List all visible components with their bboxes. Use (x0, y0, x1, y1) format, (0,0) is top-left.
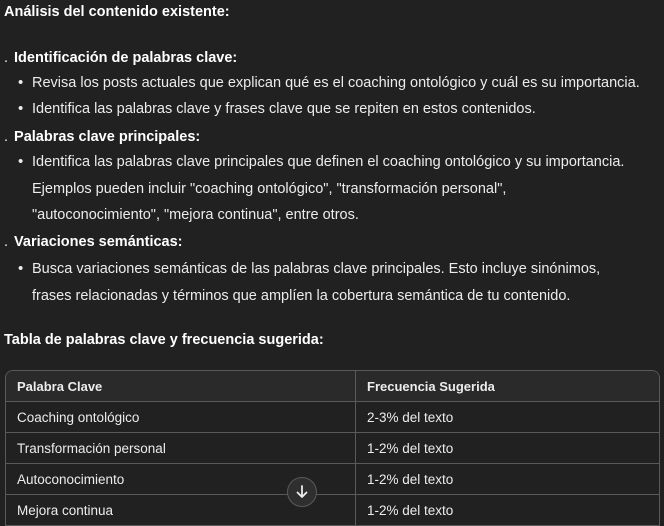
arrow-down-icon (294, 484, 310, 500)
scroll-to-bottom-button[interactable] (287, 477, 317, 507)
list-item-text: Revisa los posts actuales que explican qué es el coaching ontológico y cuál es su importancia. (32, 75, 640, 91)
list-number: . (4, 129, 9, 145)
table-row (6, 495, 659, 526)
table-row (6, 402, 659, 433)
table-cell-frequency: 1-2% del texto (367, 503, 454, 518)
keyword-frequency-table (5, 370, 660, 526)
table-cell-keyword: Coaching ontológico (6, 402, 356, 432)
column-header-keyword: Palabra Clave (6, 371, 356, 401)
subsection-title-text: Identificación de palabras clave: (14, 50, 238, 66)
list-item-text-line: Ejemplos pueden incluir "coaching ontológico", "transformación personal", (32, 180, 507, 197)
list-item-text-line: Identifica las palabras clave principales que definen el coaching ontológico y su importancia. (32, 154, 625, 170)
subsection-title-main-keywords (4, 127, 200, 147)
bullet-icon: • (18, 100, 24, 117)
subsection-title-text: Palabras clave principales: (14, 129, 201, 145)
table-heading: Tabla de palabras clave y frecuencia sugerida: (4, 332, 324, 348)
list-item (14, 96, 664, 123)
list-item-text-line: Busca variaciones semánticas de las palabras clave principales. Esto incluye sinónimos, (32, 261, 601, 277)
bullet-icon: • (18, 153, 24, 170)
section-heading: Análisis del contenido existente: (4, 4, 230, 20)
table-cell-keyword: Mejora continua (6, 495, 356, 525)
list-item-text-line: frases relacionadas y términos que amplíen la cobertura semántica de tu contenido. (32, 287, 571, 304)
table-cell-frequency: 1-2% del texto (367, 441, 454, 456)
table-row (6, 433, 659, 464)
list-item (14, 70, 664, 97)
list-item-text: Identifica las palabras clave y frases clave que se repiten en estos contenidos. (32, 101, 536, 117)
table-cell-keyword: Autoconocimiento (6, 464, 356, 494)
list-number: . (4, 234, 9, 250)
list-item (14, 149, 664, 229)
list-number: . (4, 50, 9, 66)
table-cell-frequency: 2-3% del texto (367, 410, 454, 425)
list-item-text-line: "autoconocimiento", "mejora continua", entre otros. (32, 207, 359, 223)
bullet-icon: • (18, 260, 24, 277)
subsection-title-semantic-variations (4, 232, 183, 252)
subsection-title-text: Variaciones semánticas: (14, 234, 183, 250)
bullet-icon: • (18, 74, 24, 91)
table-header-row (6, 371, 659, 402)
table-cell-keyword: Transformación personal (6, 433, 356, 463)
table-row (6, 464, 659, 495)
column-header-frequency: Frecuencia Sugerida (367, 379, 495, 394)
list-item (14, 256, 664, 309)
subsection-title-keyword-identification (4, 48, 237, 68)
table-cell-frequency: 1-2% del texto (367, 472, 454, 487)
